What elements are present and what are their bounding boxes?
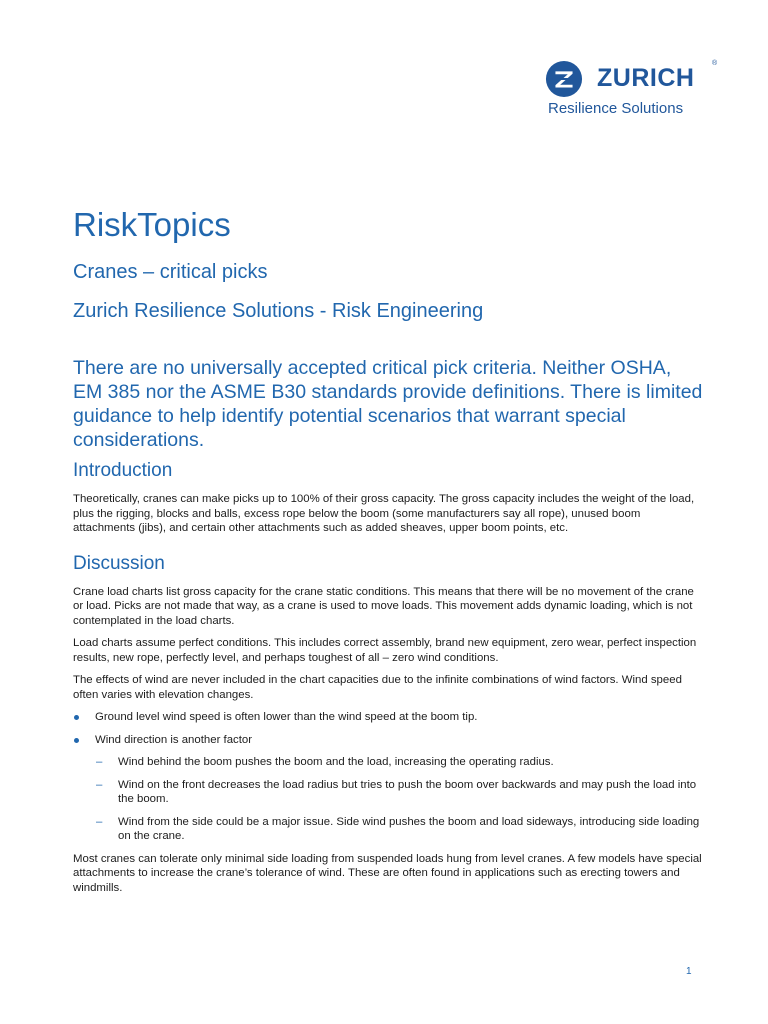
bullet-item <box>73 710 703 725</box>
bullet-item <box>73 733 703 844</box>
sub-bullet-text: Wind from the side could be a major issue. Side wind pushes the boom and load sideways, introducing side loading on the crane. <box>118 815 700 842</box>
introduction-paragraph: Theoretically, cranes can make picks up to 100% of their gross capacity. The gross capacity includes the weight of the load, plus the rigging, blocks and balls, excess rope below the boom (some manufacturers say all rope), unused boom attachments (jibs), and certain other attachments such as added sheaves, upper boom points, etc. <box>73 493 695 534</box>
discussion-paragraph: The effects of wind are never included in the chart capacities due to the infinite combinations of wind factors. Wind speed often varies with elevation changes. <box>73 674 682 701</box>
document-subtitle: Cranes – critical picks <box>73 261 268 283</box>
discussion-paragraph: Load charts assume perfect conditions. This includes correct assembly, brand new equipment, zero wear, perfect inspection results, new rope, perfectly level, and perhaps toughest of all – zero wind conditions. <box>73 637 697 664</box>
zurich-logo <box>543 58 723 122</box>
sub-bullet-item <box>95 755 703 770</box>
dash-marker: – <box>96 815 103 828</box>
lead-paragraph: There are no universally accepted critical pick criteria. Neither OSHA, EM 385 nor the ASME B30 standards provide definitions. There is limited guidance to help identify potential scenarios that warrant special considerations. <box>73 357 703 451</box>
discussion-heading: Discussion <box>73 552 165 574</box>
introduction-heading: Introduction <box>73 460 173 481</box>
logo-wordmark: ZURICH <box>597 64 695 92</box>
author-line: Zurich Resilience Solutions - Risk Engineering <box>73 300 484 322</box>
bullet-dot-icon <box>74 715 79 720</box>
page-title: RiskTopics <box>73 206 231 243</box>
sub-bullet-item <box>95 815 703 844</box>
logo-registered-mark: ® <box>712 60 718 67</box>
discussion-paragraph: Crane load charts list gross capacity for the crane static conditions. This means that there will be no movement of the crane or load. Picks are not made that way, as a crane is used to move loads. This movement adds dynamic loading, which is not contemplated in the load charts. <box>73 585 694 627</box>
sub-bullet-item <box>95 778 703 807</box>
bullet-dot-icon <box>74 738 79 743</box>
zurich-z-icon <box>545 60 583 98</box>
logo-tagline: Resilience Solutions <box>548 100 684 117</box>
document-body <box>73 459 703 903</box>
sub-bullet-text: Wind behind the boom pushes the boom and the load, increasing the operating radius. <box>118 756 554 768</box>
dash-marker: – <box>96 756 103 768</box>
closing-paragraph: Most cranes can tolerate only minimal side loading from suspended loads hung from level cranes. A few models have special attachments to increase the crane’s tolerance of wind. These are often found in applications such as erecting towers and windmills. <box>73 852 702 894</box>
bullet-text: Wind direction is another factor <box>95 733 253 746</box>
sub-bullet-list <box>95 755 703 844</box>
page-number: 1 <box>686 966 692 977</box>
bullet-list <box>73 710 703 844</box>
sub-bullet-text: Wind on the front decreases the load radius but tries to push the boom over backwards and may push the load into the boom. <box>118 778 697 805</box>
bullet-text: Ground level wind speed is often lower than the wind speed at the boom tip. <box>95 711 478 723</box>
dash-marker: – <box>96 778 103 791</box>
